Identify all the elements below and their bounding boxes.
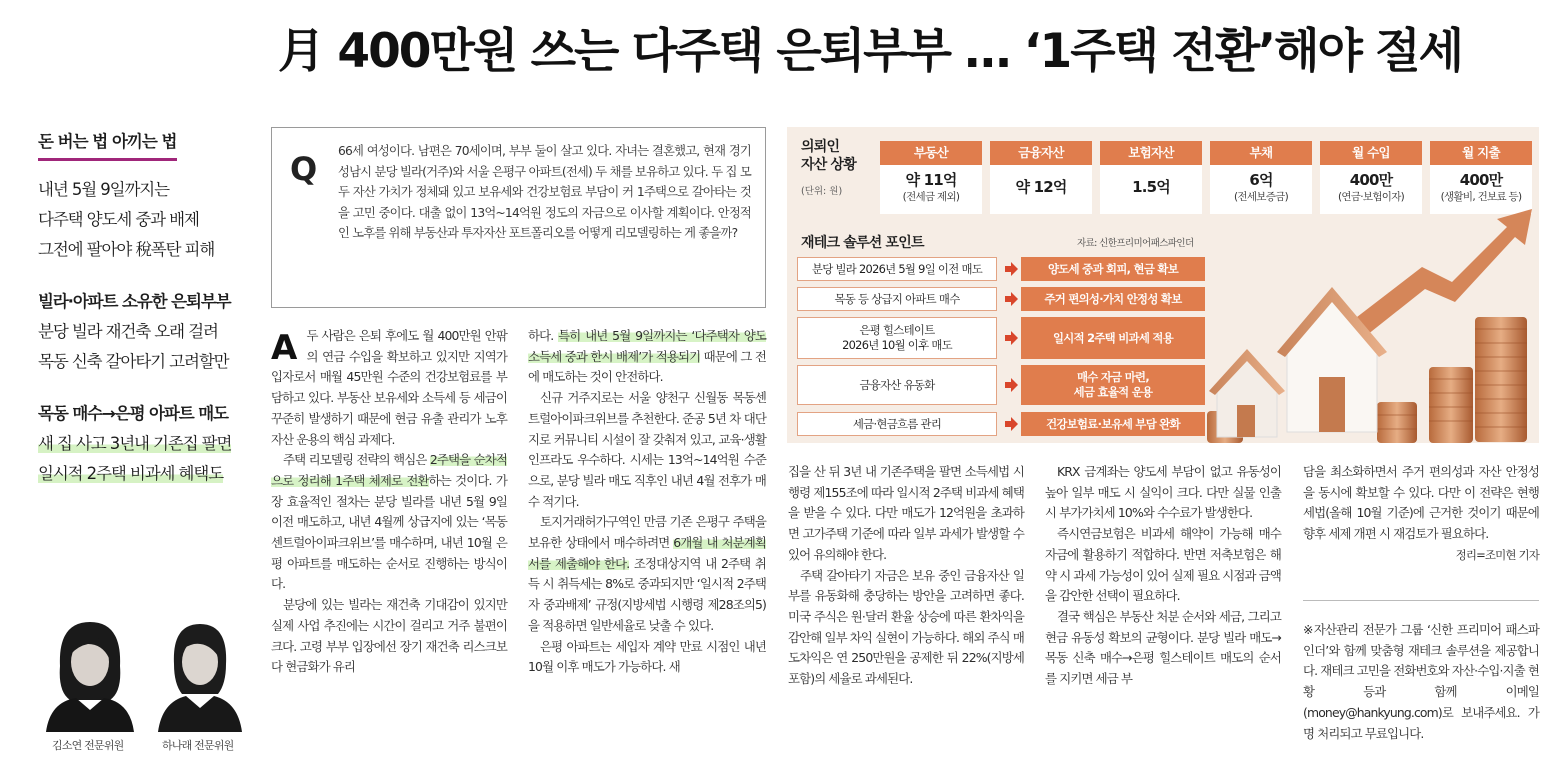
summary-line-highlight: 새 집 사고 3년내 기존집 팔면 xyxy=(38,434,232,453)
summary-line: 그전에 팔아야 稅폭탄 피해 xyxy=(38,240,215,259)
expert-caption: 하나래 전문위원 xyxy=(162,739,234,752)
paragraph: KRX 금계좌는 양도세 부담이 없고 유동성이 높아 일부 매도 시 실익이 크다. 다만 실물 인출 시 부가가치세 10%와 수수료가 발생한다. xyxy=(1045,464,1281,521)
summary-line: 분당 빌라 재건축 오래 걸려 xyxy=(38,322,218,341)
paragraph: 주택 갈아타기 자금은 보유 중인 금융자산 일부를 유동화해 충당하는 방안을 고려하면 좋다. 미국 주식은 원·달러 환율 상승에 따른 환차익을 감안해 일부 차익 실현이 가능하다. 해외 주식 매도차익은 연 250만원을 공제한 뒤 22%(지방세 포함)의 세율로 과세된다. xyxy=(788,567,1024,687)
summary-block-1 xyxy=(38,175,260,265)
expert-photo-ha xyxy=(148,614,250,732)
stat-card-real-estate: 부동산 약 11억 (전세금 제외) xyxy=(880,141,982,214)
solution-title: 재테크 솔루션 포인트 xyxy=(801,235,924,251)
answer-dropcap: A xyxy=(271,328,297,368)
expert-caption: 김소연 전문위원 xyxy=(52,739,124,752)
arrow-right-icon xyxy=(1004,378,1018,392)
highlighted-text: 2주택을 순차적으로 정리해 1주택 체제로 전환 xyxy=(271,452,507,488)
column-label: 돈 버는 법 아끼는 법 xyxy=(38,128,177,161)
notice-divider xyxy=(1303,600,1539,601)
summary-line: 내년 5월 9일까지는 xyxy=(38,180,169,199)
paragraph: 결국 핵심은 부동산 처분 순서와 세금, 그리고 현금 유동성 확보의 균형이다. 분당 빌라 매도→목동 신축 매수→은평 힐스테이트 매도의 순서를 지키면 세금 부 xyxy=(1045,608,1281,687)
summary-line-bold: 빌라·아파트 소유한 은퇴부부 xyxy=(38,292,231,311)
stat-card-monthly-expense: 월 지출 400만 (생활비, 건보료 등) xyxy=(1430,141,1532,214)
summary-line-highlight: 일시적 2주택 비과세 혜택도 xyxy=(38,464,224,483)
summary-sidebar xyxy=(38,128,260,489)
article-column-2 xyxy=(528,326,766,678)
article-column-1 xyxy=(271,326,507,678)
paragraph: 토지거래허가구역인 만큼 기존 은평구 주택을 보유한 상태에서 매수하려면 6개월 내 처분계획서를 제출해야 한다. 조정대상지역 내 2주택 취득 시 취득세는 8%로 중과되지만 ‘일시적 2주택자 중과배제’ 규정(지방세법 시행령 제28조의5)을 적용하면 일반세율로 낮출 수 있다. xyxy=(528,514,766,633)
highlighted-text: 6개월 내 처분계획서를 제출해야 한다. xyxy=(528,535,766,571)
summary-block-2 xyxy=(38,287,260,377)
arrow-right-icon xyxy=(1004,417,1018,431)
arrow-right-icon xyxy=(1004,292,1018,306)
reader-notice: ※자산관리 전문가 그룹 ‘신한 프리미어 패스파인더’와 함께 맞춤형 재테크 솔루션을 제공합니다. 재테크 고민을 전화번호와 자산·수입·지출 현황 등과 함께 이메일(money@hankyung.com)로 보내주세요. 가명 처리되고 무료입니다. xyxy=(1303,622,1539,741)
houses-coins-illustration xyxy=(1207,197,1539,443)
summary-block-3 xyxy=(38,399,260,489)
paragraph: 하다. 특히 내년 5월 9일까지는 ‘다주택자 양도소득세 중과 한시 배제’가 적용되기 때문에 그 전에 매도하는 것이 안전하다. xyxy=(528,328,767,385)
infographic-title: 의뢰인 자산 상황 xyxy=(801,139,856,173)
arrow-right-icon xyxy=(1004,331,1018,345)
paragraph: 집을 산 뒤 3년 내 기존주택을 팔면 소득세법 시행령 제155조에 따라 일시적 2주택 비과세 혜택을 받을 수 있다. 다만 매도가 12억원을 초과하면 고가주택 기준에 따라 일부 과세가 발생할 수 있어 유의해야 한다. xyxy=(788,464,1024,562)
solution-row: 목동 등 상급지 아파트 매수 주거 편의성·가치 안정성 확보 xyxy=(797,287,1205,311)
summary-line: 다주택 양도세 중과 배제 xyxy=(38,210,199,229)
summary-line-bold: 목동 매수→은평 아파트 매도 xyxy=(38,404,228,423)
paragraph: 은평 아파트는 세입자 계약 만료 시점인 내년 10월 이후 매도가 가능하다. 새 xyxy=(528,638,766,675)
article-column-3 xyxy=(788,462,1024,690)
highlighted-text: 특히 내년 5월 9일까지는 ‘다주택자 양도소득세 중과 한시 배제’가 적용되기 xyxy=(528,328,767,364)
byline: 정리=조미현 기자 xyxy=(1455,547,1539,562)
paragraph: 즉시연금보험은 비과세 해약이 가능해 매수 자금에 활용하기 적합하다. 반면 저축보험은 해약 시 과세 가능성이 있어 실제 필요 시점과 금액을 감안한 선택이 필요하다. xyxy=(1045,526,1281,604)
paragraph: 분당에 있는 빌라는 재건축 기대감이 있지만 실제 사업 추진에는 시간이 걸리고 거주 불편이 크다. 고령 부부 입장에선 장기 재건축 리스크보다 현금화가 유리 xyxy=(271,597,507,675)
stat-card-financial-assets: 금융자산 약 12억 xyxy=(990,141,1092,214)
arrow-right-icon xyxy=(1004,262,1018,276)
solution-row: 분당 빌라 2026년 5월 9일 이전 매도 양도세 중과 회피, 현금 확보 xyxy=(797,257,1205,281)
unit-label: (단위: 원) xyxy=(801,186,843,197)
paragraph: 신규 거주지로는 서울 양천구 신월동 목동센트럴아이파크위브를 추천한다. 준공 5년 차 대단지로 커뮤니티 시설이 잘 갖춰져 있고, 교육·생활 인프라도 우수하다. 시세는 13억~14억원 수준으로, 분당 빌라 매도 직후인 내년 4월 전후가 매수 적기다. xyxy=(528,390,766,509)
source-note: 자료: 신한프리미어패스파인더 xyxy=(1077,238,1194,249)
asset-infographic xyxy=(787,127,1539,443)
paragraph: 주택 리모델링 전략의 핵심은 2주택을 순차적으로 정리해 1주택 체제로 전환하는 것이다. 가장 효율적인 절차는 분당 빌라를 내년 5월 9일 이전 매도하고, 내년 4월께 상급지에 있는 ‘목동센트럴아이파크위브’를 매수하며, 내년 10월 은평 아파트를 매도하는 순서로 진행하는 방식이다. xyxy=(271,452,508,592)
article-column-4 xyxy=(1045,462,1281,690)
article-column-5 xyxy=(1303,462,1539,566)
paragraph: 두 사람은 은퇴 후에도 월 400만원 안팎의 연금 수입을 확보하고 있지만 지역가입자로서 매월 45만원 수준의 건강보험료를 부담하고 있다. 부동산 보유세와 소득세 등 세금이 꾸준히 발생하기 때문에 현금 유출 관리가 노후 자산 운용의 핵심 과제다. xyxy=(271,328,507,447)
summary-line: 목동 신축 갈아타기 고려할만 xyxy=(38,352,229,371)
solution-row: 은평 힐스테이트 2026년 10월 이후 매도 일시적 2주택 비과세 적용 xyxy=(797,317,1205,359)
question-box xyxy=(271,127,766,308)
article-headline: 月 400만원 쓰는 다주택 은퇴부부 … ‘1주택 전환’해야 절세 xyxy=(278,24,1463,79)
expert-photo-kim xyxy=(38,614,140,732)
stat-card-monthly-income: 월 수입 400만 (연금·보험이자) xyxy=(1320,141,1422,214)
solution-row: 금융자산 유동화 매수 자금 마련, 세금 효율적 운용 xyxy=(797,365,1205,405)
stat-card-debt: 부채 6억 (전세보증금) xyxy=(1210,141,1312,214)
question-letter: Q xyxy=(290,150,318,188)
stat-card-insurance-assets: 보험자산 1.5억 xyxy=(1100,141,1202,214)
solution-row: 세금·현금흐름 관리 건강보험료·보유세 부담 완화 xyxy=(797,412,1205,436)
paragraph: 담을 최소화하면서 주거 편의성과 자산 안정성을 동시에 확보할 수 있다. 다만 이 전략은 현행 세법(올해 10월 기준)에 근거한 것이기 때문에 향후 세제 개편 시 재검토가 필요하다. 정리=조미현 기자 xyxy=(1303,462,1539,545)
question-text: 66세 여성이다. 남편은 70세이며, 부부 둘이 살고 있다. 자녀는 결혼했고, 현재 경기 성남시 분당 빌라(거주)와 서울 은평구 아파트(전세) 두 채를 보유하고 있다. 두 집 모두 자산 가치가 정체돼 있고 보유세와 건강보험료 부담이 커 1주택으로 갈아타는 것을 고민 중이다. 대출 없이 13억~14억원 정도의 자금으로 이사할 계획이다. 안정적인 노후를 위해 부동산과 투자자산 포트폴리오를 어떻게 리모델링하는 게 좋을까? xyxy=(338,144,751,241)
